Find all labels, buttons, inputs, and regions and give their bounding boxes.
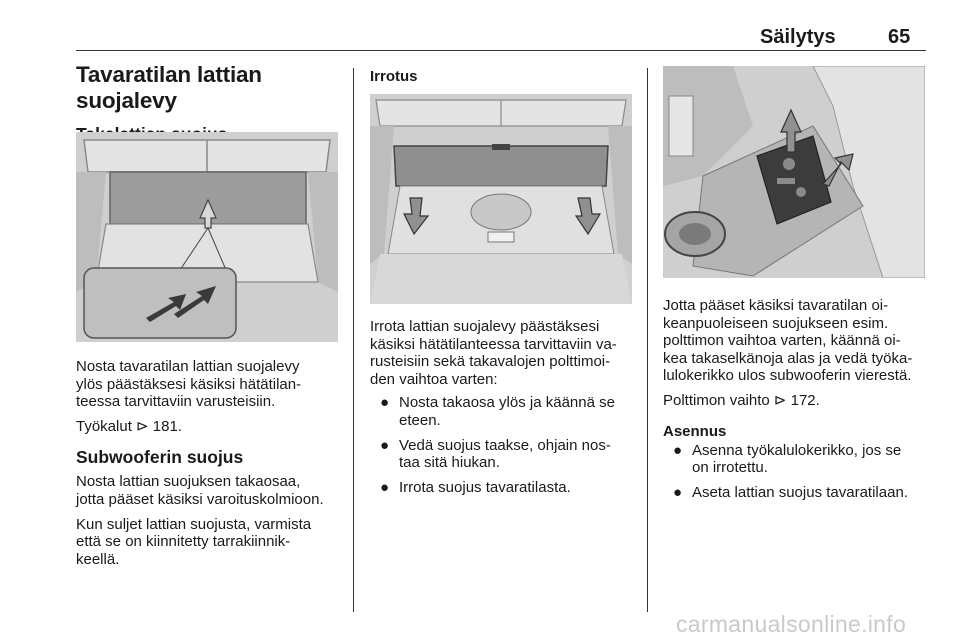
column-2-text [370,318,642,496]
column-3-text [663,297,928,501]
bullet-icon: ● [380,394,390,412]
column-2 [370,68,632,85]
column-divider-2 [647,68,648,612]
list-item: ● Nosta takaosa ylös ja käännä se eteen. [380,394,615,429]
figure-trunk-floor-cover [76,132,338,342]
section-heading: Tavaratilan lattian suojalevy [76,62,262,113]
paragraph-close-cover: Kun suljet lattian suojusta, varmista että se on kiinnitetty tarrakiinnik- keellä. [76,515,312,568]
section-title: Säilytys [760,26,836,48]
column-1-text [76,358,352,568]
header-rule [76,50,926,51]
paragraph-lift-cover: Nosta tavaratilan lattian suojalevy ylös päästäksesi käsiksi hätätilan- teessa tarvittaviin varusteisiin. [76,358,302,411]
bulb-replacement-reference[interactable]: Polttimon vaihto ⊳ 172. [663,391,820,409]
column-divider-1 [353,68,354,612]
bullet-icon: ● [380,436,390,454]
cover-removal-illustration [370,94,632,304]
bullet-icon: ● [380,478,390,496]
subheading-installation: Asennus [663,422,727,440]
bullet-icon: ● [673,483,683,501]
paragraph-removal-intro: Irrota lattian suojalevy päästäksesi käsiksi hätätilanteessa tarvittaviin va- rusteisiin sekä takavalojen polttimoi- den vaihtoa varten: [370,318,617,388]
subheading-removal: Irrotus [370,68,418,85]
paragraph-tool-tray: Jotta pääset käsiksi tavaratilan oi- keanpuoleiseen suojukseen esim. polttimon vaihtoa varten, käännä oi- kea takaselkänoja alas ja vedä työka- lulokerikko ulos subwooferin vierestä. [663,297,913,385]
removal-steps-list [370,394,642,496]
installation-steps-list [663,442,928,502]
figure-tool-tray [663,66,925,278]
tools-reference[interactable]: Työkalut ⊳ 181. [76,417,182,435]
watermark: carmanualsonline.info [676,611,907,637]
bullet-icon: ● [673,441,683,459]
trunk-floor-illustration [76,132,338,342]
figure-cover-removal [370,94,632,304]
tool-tray-illustration [663,66,925,278]
list-item: ● Irrota suojus tavaratilasta. [380,478,571,496]
subheading-subwoofer-cover: Subwooferin suojus [76,447,244,468]
paragraph-warning-triangle: Nosta lattian suojuksen takaosaa, jotta pääset käsiksi varoituskolmioon. [76,473,324,508]
list-item: ● Asenna työkalulokerikko, jos se on irrotettu. [673,441,902,477]
list-item: ● Vedä suojus taakse, ohjain nos- taa sitä hiukan. [380,436,611,472]
list-item: ● Aseta lattian suojus tavaratilaan. [673,483,908,501]
page-number: 65 [888,26,911,48]
